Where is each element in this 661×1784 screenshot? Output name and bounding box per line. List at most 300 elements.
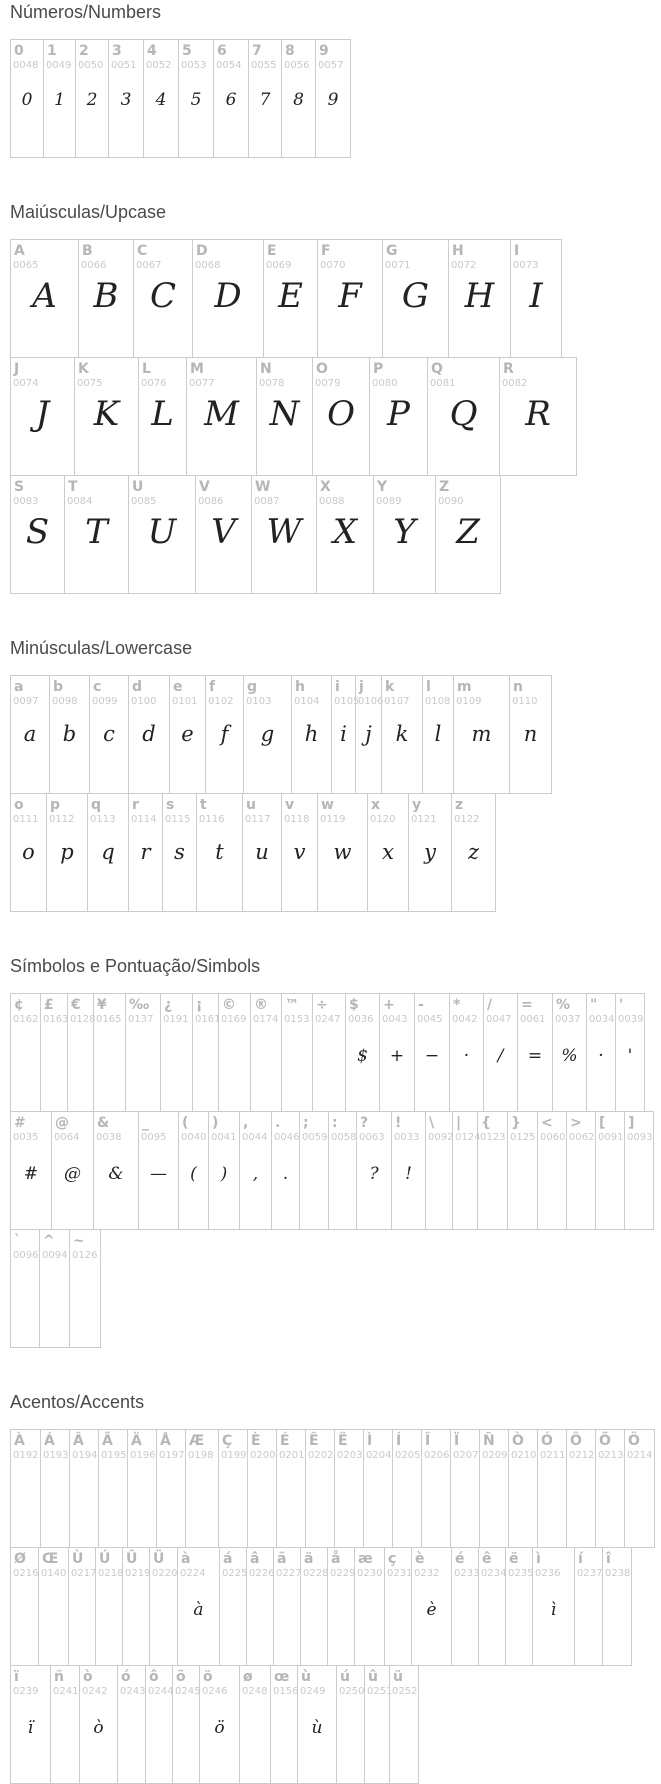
char-cell <box>509 1430 538 1547</box>
char-cell <box>252 476 317 593</box>
char-label: Ü <box>153 1551 165 1567</box>
char-cell <box>271 1666 298 1783</box>
char-cell <box>587 994 616 1111</box>
char-label: k <box>385 679 395 695</box>
char-cell <box>277 1430 306 1547</box>
char-label: ÷ <box>316 997 328 1013</box>
char-glyph: p <box>60 840 74 864</box>
char-cell <box>453 1112 481 1229</box>
char-cell <box>186 1430 219 1547</box>
char-label: 5 <box>182 43 192 59</box>
char-code: 0089 <box>376 496 402 507</box>
char-cell <box>129 676 170 793</box>
char-label: T <box>68 479 78 495</box>
char-cell <box>220 1548 247 1665</box>
char-cell <box>209 1112 240 1229</box>
char-code: 0216 <box>13 1568 39 1579</box>
char-cell <box>567 1430 596 1547</box>
char-cell <box>313 994 346 1111</box>
char-label: Ø <box>14 1551 26 1567</box>
char-label: r <box>132 797 139 813</box>
char-glyph: b <box>62 722 77 746</box>
char-row <box>10 357 577 476</box>
char-cell <box>346 994 380 1111</box>
char-label: 7 <box>252 43 262 59</box>
char-glyph: Y <box>393 512 416 552</box>
char-glyph: m <box>471 722 492 746</box>
char-label: Ï <box>454 1433 460 1449</box>
char-cell <box>538 1112 567 1229</box>
char-code: 0201 <box>279 1450 305 1461</box>
char-cell <box>332 676 360 793</box>
char-label: ú <box>340 1669 350 1685</box>
char-glyph: o <box>22 840 35 864</box>
char-glyph: P <box>387 394 410 434</box>
char-glyph: f <box>220 722 229 746</box>
section-title: Símbolos e Pontuação/Simbols <box>10 956 261 976</box>
char-label: ö <box>203 1669 213 1685</box>
char-code: 0071 <box>385 260 411 271</box>
character-map-sections <box>10 2 661 1784</box>
char-label: < <box>541 1115 553 1131</box>
char-code: 0233 <box>454 1568 480 1579</box>
char-label: G <box>386 243 398 259</box>
char-cell <box>68 994 94 1111</box>
char-code: 0099 <box>92 696 118 707</box>
char-label: ï <box>14 1669 19 1685</box>
char-cell <box>452 794 495 911</box>
char-label: ù <box>301 1669 311 1685</box>
char-cell <box>368 794 409 911</box>
char-cell <box>393 1430 422 1547</box>
char-cell <box>247 1548 274 1665</box>
char-cell <box>41 994 68 1111</box>
char-code: 0055 <box>251 60 277 71</box>
char-label: f <box>209 679 216 695</box>
char-cell <box>479 1548 506 1665</box>
char-glyph: ) <box>220 1164 228 1184</box>
char-cell <box>163 794 197 911</box>
char-cell <box>292 676 332 793</box>
char-glyph: J <box>35 394 50 434</box>
char-row <box>10 475 501 594</box>
char-code: 0044 <box>242 1132 268 1143</box>
char-label: ) <box>212 1115 219 1131</box>
char-code: 0111 <box>13 814 39 825</box>
char-glyph: ( <box>190 1164 197 1184</box>
char-row <box>10 1229 101 1348</box>
char-cell <box>134 240 193 357</box>
char-cell <box>11 994 41 1111</box>
char-cell <box>484 994 518 1111</box>
char-cell <box>240 1112 272 1229</box>
char-glyph: h <box>304 722 319 746</box>
char-code: 0210 <box>511 1450 537 1461</box>
char-cell <box>128 1430 157 1547</box>
char-code: 0214 <box>627 1450 653 1461</box>
char-label: ê <box>482 1551 492 1567</box>
char-code: 0108 <box>425 696 451 707</box>
char-glyph: = <box>527 1046 543 1066</box>
char-code: 0211 <box>540 1450 566 1461</box>
char-cell <box>356 676 382 793</box>
char-label: Ö <box>628 1433 640 1449</box>
char-code: 0066 <box>81 260 107 271</box>
char-cell <box>306 1430 335 1547</box>
char-cell <box>596 1112 625 1229</box>
char-cell <box>409 794 452 911</box>
char-code: 0246 <box>202 1686 228 1697</box>
char-cell <box>318 794 368 911</box>
char-cell <box>75 358 139 475</box>
char-cell <box>264 240 318 357</box>
char-glyph: % <box>561 1046 578 1066</box>
char-cell <box>96 1548 123 1665</box>
char-code: 0174 <box>253 1014 279 1025</box>
char-code: 0124 <box>455 1132 481 1143</box>
char-cell <box>364 1430 393 1547</box>
char-cell <box>272 1112 300 1229</box>
char-label: Ò <box>512 1433 524 1449</box>
char-label: ! <box>395 1115 402 1131</box>
char-cell <box>426 1112 453 1229</box>
char-code: 0086 <box>198 496 224 507</box>
char-code: 0072 <box>451 260 477 271</box>
char-label: ™ <box>285 997 299 1013</box>
char-cell <box>126 994 161 1111</box>
char-code: 0075 <box>77 378 103 389</box>
char-code: 0101 <box>172 696 198 707</box>
char-cell <box>553 994 587 1111</box>
char-cell <box>11 1230 40 1347</box>
char-label: í <box>578 1551 583 1567</box>
char-glyph: 8 <box>293 90 304 110</box>
char-cell <box>219 1430 248 1547</box>
char-cell <box>161 994 193 1111</box>
section-title: Acentos/Accents <box>10 1392 145 1412</box>
char-label: 9 <box>319 43 329 59</box>
char-label: l <box>426 679 431 695</box>
char-label: ñ <box>54 1669 64 1685</box>
char-glyph: F <box>338 276 362 316</box>
char-code: 0219 <box>125 1568 151 1579</box>
char-cell <box>90 676 129 793</box>
char-cell <box>510 676 551 793</box>
char-code: 0074 <box>13 378 39 389</box>
char-cell <box>219 994 251 1111</box>
char-code: 0125 <box>510 1132 536 1143</box>
char-label: * <box>453 997 461 1013</box>
char-table <box>10 993 661 1348</box>
char-code: 0229 <box>330 1568 356 1579</box>
char-label: £ <box>44 997 54 1013</box>
char-glyph: ò <box>93 1718 104 1738</box>
char-cell <box>478 1112 508 1229</box>
char-cell <box>282 40 316 157</box>
char-glyph: 6 <box>225 90 237 110</box>
char-label: ( <box>182 1115 189 1131</box>
char-cell <box>11 476 65 593</box>
char-glyph: c <box>103 722 115 746</box>
char-cell <box>170 676 206 793</box>
char-code: 0226 <box>249 1568 275 1579</box>
char-label: b <box>53 679 64 695</box>
char-code: 0225 <box>222 1568 248 1579</box>
char-code: 0196 <box>130 1450 156 1461</box>
char-glyph: è <box>426 1600 437 1620</box>
char-label: Ê <box>309 1433 319 1449</box>
char-code: 0193 <box>43 1450 69 1461</box>
char-cell <box>51 1666 80 1783</box>
char-cell <box>251 994 282 1111</box>
char-glyph: 4 <box>155 90 167 110</box>
char-code: 0105 <box>334 696 360 707</box>
char-label: 3 <box>112 43 122 59</box>
char-glyph: q <box>101 840 115 864</box>
char-cell <box>317 476 374 593</box>
section-accents <box>10 1392 661 1784</box>
char-label: Ù <box>72 1551 84 1567</box>
char-label: V <box>199 479 210 495</box>
char-glyph: u <box>255 840 269 864</box>
char-cell <box>370 358 428 475</box>
char-cell <box>139 1112 179 1229</box>
char-label: C <box>137 243 148 259</box>
char-cell <box>11 40 44 157</box>
char-cell <box>415 994 450 1111</box>
char-glyph: ! <box>405 1164 412 1184</box>
char-cell <box>355 1548 385 1665</box>
char-label: É <box>280 1433 290 1449</box>
char-cell <box>337 1666 365 1783</box>
char-cell <box>88 794 129 911</box>
char-glyph: T <box>85 512 108 552</box>
char-cell <box>328 1548 355 1665</box>
char-label: [ <box>599 1115 606 1131</box>
char-code: 0137 <box>128 1014 154 1025</box>
char-cell <box>129 476 196 593</box>
char-cell <box>480 1430 509 1547</box>
char-code: 0197 <box>159 1450 185 1461</box>
char-label: O <box>316 361 328 377</box>
char-label: e <box>173 679 183 695</box>
char-label: ~ <box>73 1233 85 1249</box>
char-glyph: w <box>333 840 352 864</box>
char-cell <box>423 676 454 793</box>
char-code: 0239 <box>13 1686 39 1697</box>
char-code: 0033 <box>394 1132 420 1143</box>
char-label: > <box>570 1115 582 1131</box>
char-cell <box>200 1666 240 1783</box>
section-upcase <box>10 202 661 594</box>
char-label: . <box>275 1115 281 1131</box>
char-code: 0227 <box>276 1568 302 1579</box>
char-label: Ì <box>367 1433 373 1449</box>
char-code: 0067 <box>136 260 162 271</box>
char-label: W <box>255 479 271 495</box>
char-cell <box>365 1666 393 1783</box>
char-code: 0056 <box>284 60 310 71</box>
char-cell <box>298 1666 337 1783</box>
char-code: 0249 <box>300 1686 326 1697</box>
char-label: X <box>320 479 331 495</box>
char-cell <box>47 794 88 911</box>
char-code: 0169 <box>221 1014 247 1025</box>
char-label: Ë <box>338 1433 348 1449</box>
char-label: õ <box>176 1669 186 1685</box>
char-label: ' <box>619 997 624 1013</box>
char-glyph: O <box>327 394 355 434</box>
char-glyph: G <box>401 276 430 316</box>
char-code: 0084 <box>67 496 93 507</box>
char-label: A <box>14 243 25 259</box>
char-label: q <box>91 797 102 813</box>
char-label: L <box>142 361 151 377</box>
char-glyph: , <box>252 1164 259 1184</box>
char-code: 0194 <box>72 1450 98 1461</box>
char-cell <box>50 676 90 793</box>
char-cell <box>179 40 214 157</box>
char-label: R <box>503 361 514 377</box>
char-label: B <box>82 243 93 259</box>
char-cell <box>178 1548 220 1665</box>
char-code: 0236 <box>535 1568 561 1579</box>
char-cell <box>109 40 144 157</box>
section-title: Números/Numbers <box>10 2 162 22</box>
char-label: Ç <box>222 1433 233 1449</box>
char-label: Ó <box>541 1433 553 1449</box>
char-row <box>10 793 496 912</box>
char-cell <box>380 994 415 1111</box>
char-label: U <box>132 479 144 495</box>
char-label: y <box>412 797 422 813</box>
char-label: N <box>260 361 272 377</box>
char-label: ¿ <box>164 997 173 1013</box>
char-cell <box>511 240 561 357</box>
char-label: Ä <box>131 1433 142 1449</box>
char-code: 0114 <box>131 814 157 825</box>
char-label: ¡ <box>196 997 203 1013</box>
char-code: 0242 <box>82 1686 108 1697</box>
char-code: 0034 <box>589 1014 615 1025</box>
char-glyph: $ <box>357 1046 368 1066</box>
char-code: 0120 <box>370 814 396 825</box>
char-label: ; <box>303 1115 309 1131</box>
char-code: 0073 <box>513 260 539 271</box>
char-label: p <box>50 797 61 813</box>
char-cell <box>196 476 252 593</box>
char-label: Ã <box>102 1433 113 1449</box>
section-numbers <box>10 2 661 158</box>
char-glyph: ö <box>214 1718 225 1738</box>
char-code: 0081 <box>430 378 456 389</box>
char-cell <box>11 1112 52 1229</box>
char-glyph: i <box>340 722 347 746</box>
char-code: 0103 <box>246 696 272 707</box>
char-code: 0068 <box>195 260 221 271</box>
char-code: 0251 <box>367 1686 393 1697</box>
char-cell <box>329 1112 357 1229</box>
char-label: g <box>247 679 258 695</box>
char-cell <box>518 994 553 1111</box>
char-code: 0206 <box>424 1450 450 1461</box>
char-cell <box>257 358 313 475</box>
char-label: a <box>14 679 24 695</box>
char-cell <box>52 1112 94 1229</box>
char-label: ì <box>536 1551 541 1567</box>
char-cell <box>335 1430 364 1547</box>
char-code: 0161 <box>195 1014 221 1025</box>
char-cell <box>357 1112 392 1229</box>
char-code: 0123 <box>480 1132 506 1143</box>
char-cell <box>625 1430 654 1547</box>
char-glyph: H <box>464 276 495 316</box>
char-glyph: 5 <box>190 90 202 110</box>
char-code: 0051 <box>111 60 137 71</box>
char-cell <box>80 1666 118 1783</box>
char-code: 0100 <box>131 696 157 707</box>
char-cell <box>40 1230 70 1347</box>
char-cell <box>118 1666 146 1783</box>
char-label: F <box>321 243 331 259</box>
char-code: 0082 <box>502 378 528 389</box>
char-label: ^ <box>43 1233 55 1249</box>
char-label: # <box>14 1115 26 1131</box>
char-glyph: z <box>467 840 480 864</box>
char-cell <box>249 40 282 157</box>
char-cell <box>383 240 449 357</box>
char-code: 0252 <box>392 1686 418 1697</box>
char-glyph: ù <box>311 1718 323 1738</box>
char-code: 0036 <box>348 1014 374 1025</box>
char-label: ô <box>149 1669 159 1685</box>
char-cell <box>506 1548 533 1665</box>
char-code: 0043 <box>382 1014 408 1025</box>
char-label: ? <box>360 1115 369 1131</box>
char-code: 0080 <box>372 378 398 389</box>
char-cell <box>596 1430 625 1547</box>
char-code: 0198 <box>188 1450 214 1461</box>
char-label: t <box>200 797 207 813</box>
char-code: 0165 <box>96 1014 122 1025</box>
char-label: ® <box>254 997 268 1013</box>
char-glyph: x <box>382 840 394 864</box>
char-code: 0109 <box>456 696 482 707</box>
char-table <box>10 675 661 912</box>
char-code: 0248 <box>242 1686 268 1697</box>
char-cell <box>70 1430 99 1547</box>
char-cell <box>99 1430 128 1547</box>
char-glyph: + <box>389 1046 405 1066</box>
char-code: 0232 <box>414 1568 440 1579</box>
char-cell <box>193 240 264 357</box>
char-cell <box>625 1112 653 1229</box>
char-label: % <box>556 997 571 1013</box>
char-code: 0245 <box>175 1686 201 1697</box>
char-label: - <box>418 997 424 1013</box>
char-code: 0119 <box>320 814 346 825</box>
char-code: 0243 <box>120 1686 146 1697</box>
char-cell <box>385 1548 412 1665</box>
char-code: 0045 <box>417 1014 443 1025</box>
char-glyph: V <box>211 512 236 552</box>
char-code: 0087 <box>254 496 280 507</box>
char-code: 0049 <box>46 60 72 71</box>
char-cell <box>243 794 282 911</box>
char-code: 0220 <box>152 1568 178 1579</box>
char-glyph: v <box>293 840 306 864</box>
char-label: Ú <box>99 1551 111 1567</box>
